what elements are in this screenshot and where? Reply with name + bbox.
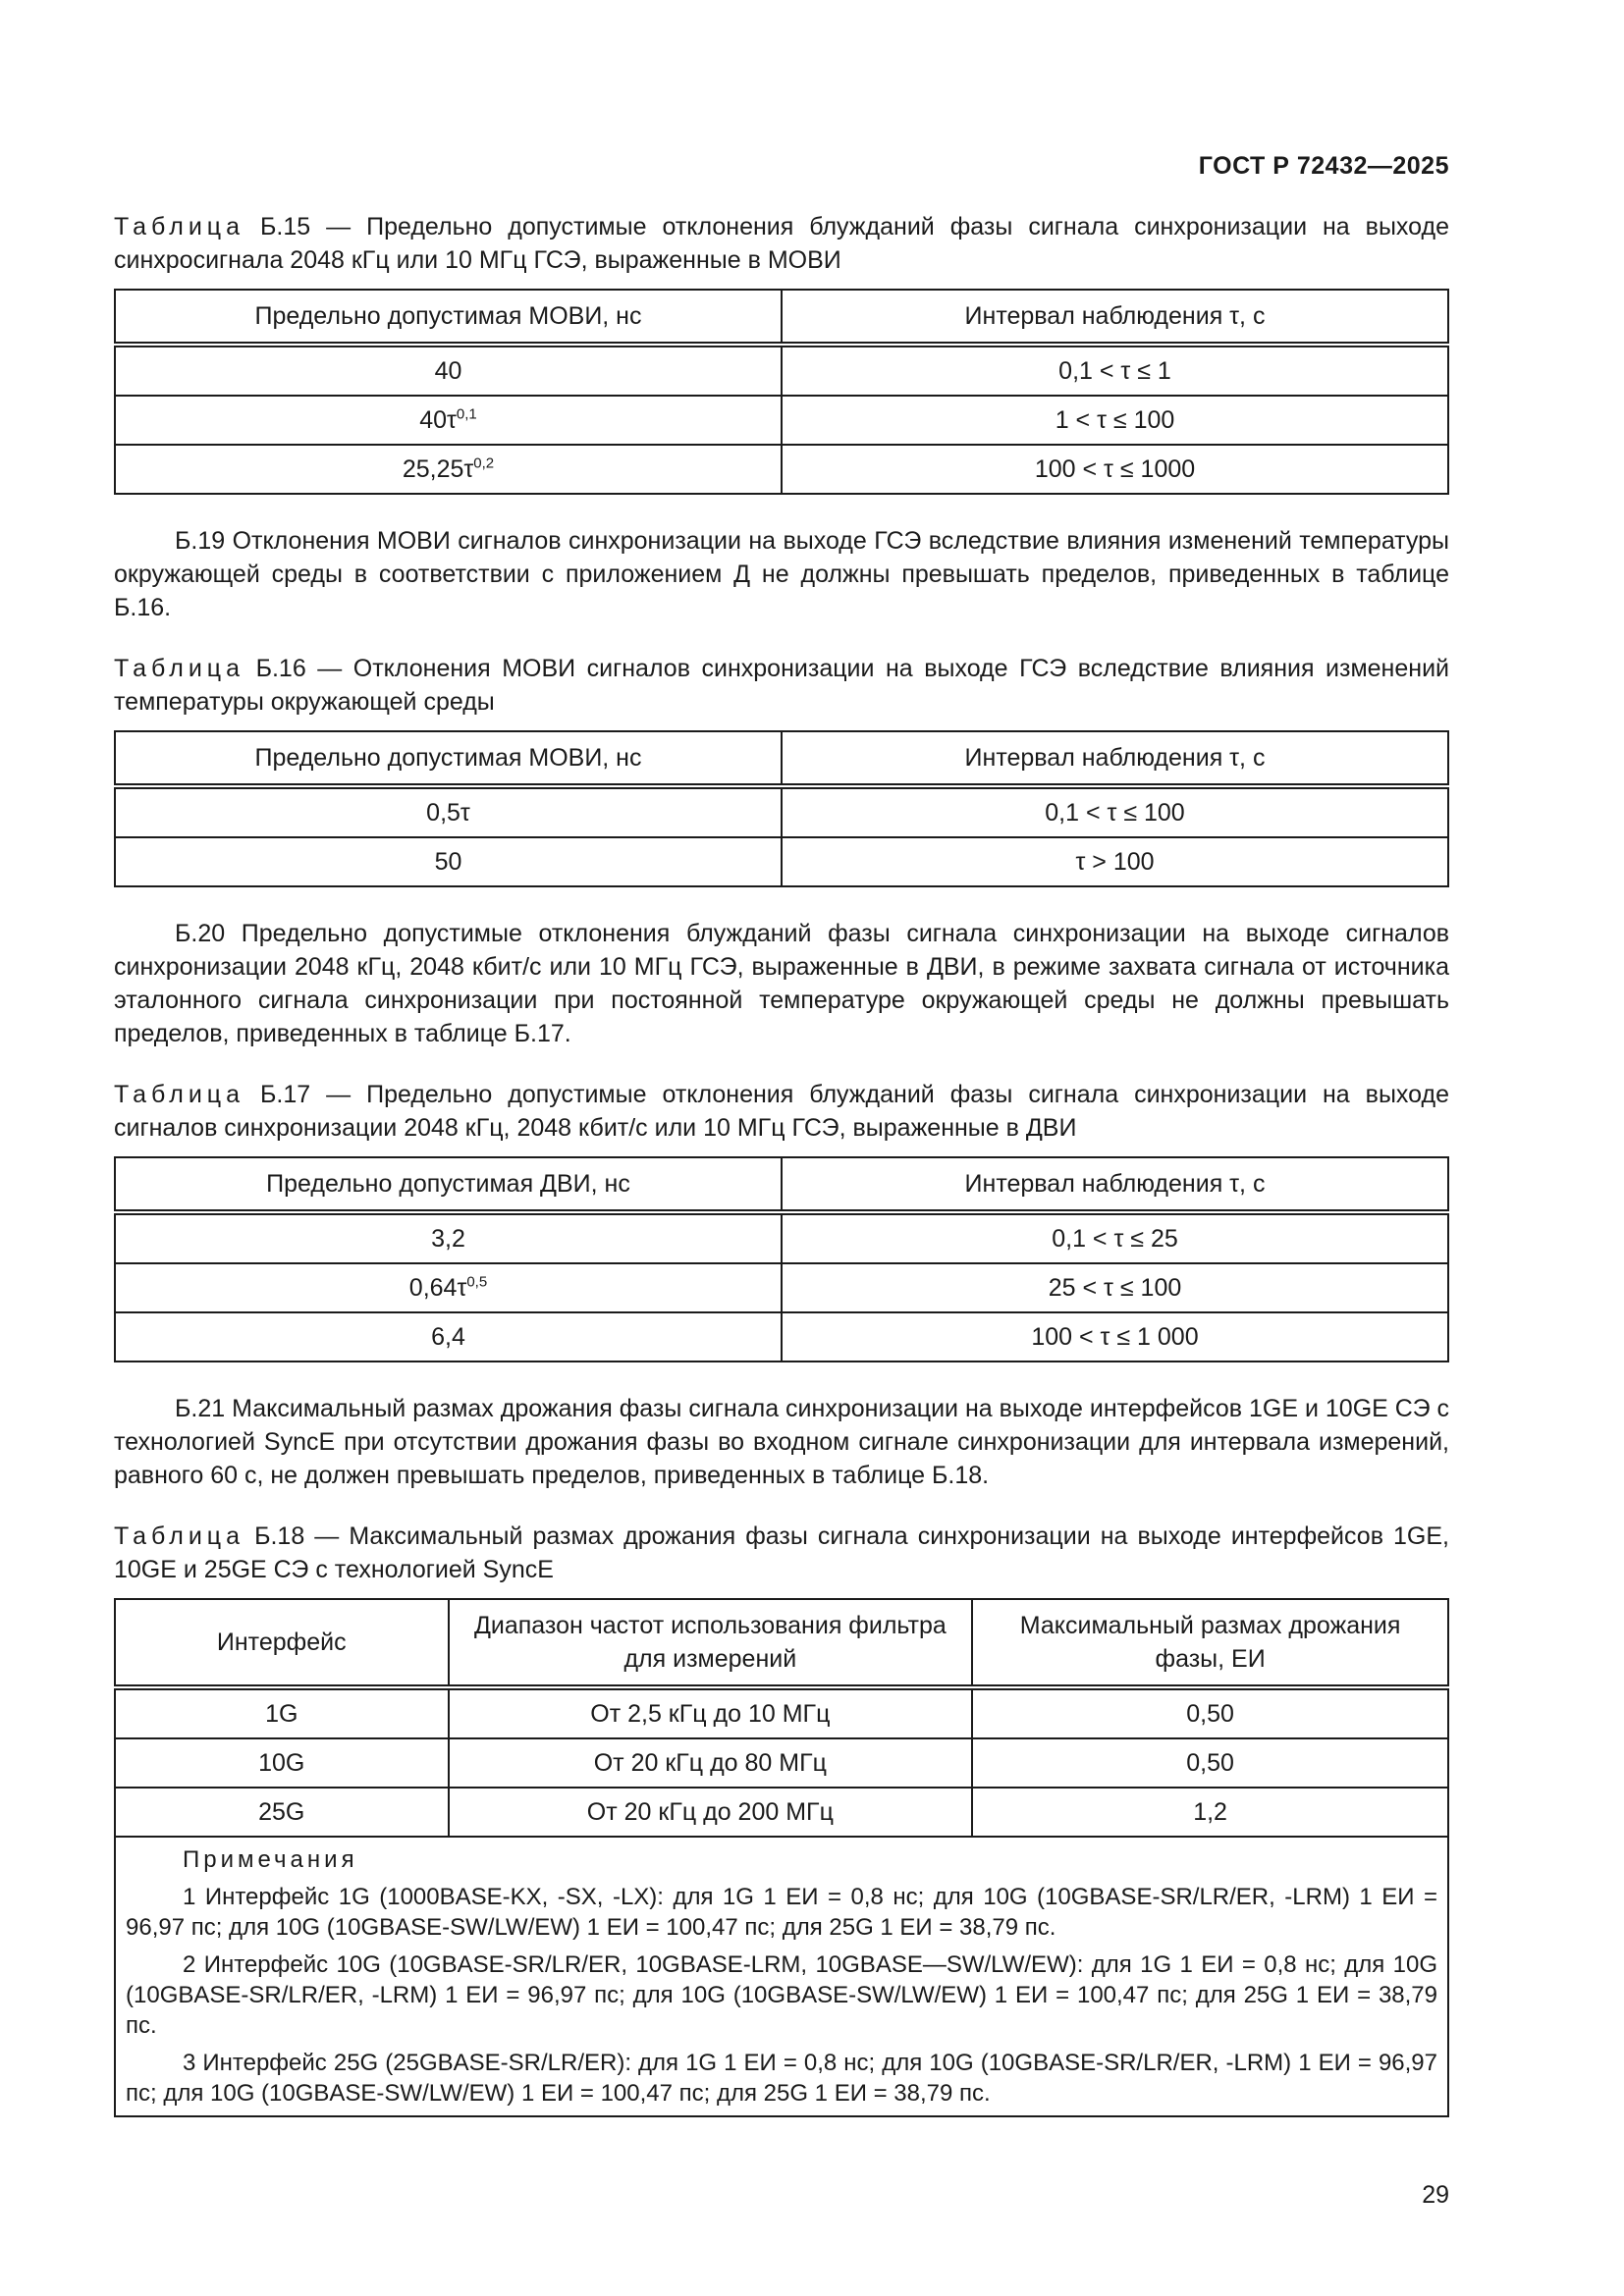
cell-limit: 40 bbox=[115, 345, 782, 396]
cell-interval: 0,1 < τ ≤ 25 bbox=[782, 1212, 1448, 1263]
caption-word: Таблица bbox=[114, 213, 245, 240]
cell-limit: $40\tau^{0,1}$ bbox=[115, 396, 782, 445]
table-row bbox=[115, 837, 1448, 886]
exponent: 0,2 bbox=[473, 454, 495, 472]
table-notes-row bbox=[115, 1837, 1448, 2116]
caption-word: Таблица bbox=[114, 655, 245, 682]
cell-interval: 25 < τ ≤ 100 bbox=[782, 1263, 1448, 1312]
exponent: 0,1 bbox=[456, 405, 477, 423]
caption-text: Б.18 — Максимальный размах дрожания фазы сигнала синхронизации на выходе интерфейсов 1GE, 10GE и 25GE СЭ с технологией SyncE bbox=[114, 1522, 1449, 1583]
clause-b21: Б.21 Максимальный размах дрожания фазы сигнала синхронизации на выходе интерфейсов 1GE и 10GE СЭ с технологией SyncE при отсутствии дрожания фазы во входном сигнале синхронизации для интервала измерений, равного 60 с, не должен превышать пределов, приведенных в таблице Б.18. bbox=[114, 1395, 1449, 1489]
table-row bbox=[115, 1687, 1448, 1738]
cell-interface: 1G bbox=[115, 1687, 449, 1738]
table-row bbox=[115, 445, 1448, 494]
table-header-row bbox=[115, 290, 1448, 345]
clause-b20: Б.20 Предельно допустимые отклонения блужданий фазы сигнала синхронизации на выходе сигналов синхронизации 2048 кГц, 2048 кбит/с или 10 МГц ГСЭ, выраженные в ДВИ, в режиме захвата сигнала от источника эталонного сигнала синхронизации при постоянной температуре окружающей среды не должны превышать пределов, приведенных в таблице Б.17. bbox=[114, 920, 1449, 1047]
table-header-row bbox=[115, 1157, 1448, 1212]
caption-word: Таблица bbox=[114, 1081, 245, 1108]
cell-interface: 10G bbox=[115, 1738, 449, 1788]
table-row bbox=[115, 1312, 1448, 1362]
cell-interval: 0,1 < τ ≤ 100 bbox=[782, 786, 1448, 837]
cell-limit: 50 bbox=[115, 837, 782, 886]
note-item-1: 1 Интерфейс 1G (1000BASE-KX, -SX, -LX): для 1G 1 ЕИ = 0,8 нс; для 10G (10GBASE-SR/LR/ER, -LRM) 1 ЕИ = 96,97 пс; для 10G (10GBASE-SW/LW/EW) 1 ЕИ = 100,47 пс; для 25G 1 ЕИ = 38,79 пс. bbox=[126, 1884, 1437, 1941]
table-row bbox=[115, 345, 1448, 396]
caption-word: Таблица bbox=[114, 1522, 245, 1550]
table-row bbox=[115, 786, 1448, 837]
caption-text: Б.16 — Отклонения МОВИ сигналов синхронизации на выходе ГСЭ вследствие влияния изменений температуры окружающей среды bbox=[114, 655, 1449, 716]
table-header-row bbox=[115, 1599, 1448, 1687]
clause-b19: Б.19 Отклонения МОВИ сигналов синхронизации на выходе ГСЭ вследствие влияния изменений температуры окружающей среды в соответствии с приложением Д не должны превышать пределов, приведенных в таблице Б.16. bbox=[114, 527, 1449, 621]
running-header: ГОСТ Р 72432—2025 bbox=[1198, 152, 1449, 180]
table-b15-caption bbox=[114, 210, 1449, 277]
cell-limit: 0,5τ bbox=[115, 786, 782, 837]
cell-filter-range: От 2,5 кГц до 10 МГц bbox=[449, 1687, 973, 1738]
table-b18 bbox=[114, 1598, 1449, 2117]
col-header-observation-interval: Интервал наблюдения τ, с bbox=[782, 290, 1448, 345]
col-header-observation-interval: Интервал наблюдения τ, с bbox=[782, 1157, 1448, 1212]
table-row bbox=[115, 1212, 1448, 1263]
exponent: 0,5 bbox=[466, 1273, 488, 1291]
cell-limit: 3,2 bbox=[115, 1212, 782, 1263]
table-b18-caption bbox=[114, 1520, 1449, 1586]
cell-interval: 100 < τ ≤ 1 000 bbox=[782, 1312, 1448, 1362]
cell-interface: 25G bbox=[115, 1788, 449, 1837]
col-header-interface: Интерфейс bbox=[115, 1599, 449, 1687]
cell-limit: 6,4 bbox=[115, 1312, 782, 1362]
table-header-row bbox=[115, 731, 1448, 786]
note-item-2: 2 Интерфейс 10G (10GBASE-SR/LR/ER, 10GBASE-LRM, 10GBASE—SW/LW/EW): для 1G 1 ЕИ = 0,8 нс; для 10G (10GBASE-SR/LR/ER, -LRM) 1 ЕИ = 96,97 пс; для 10G (10GBASE-SW/LW/EW) 1 ЕИ = 100,47 пс; для 25G 1 ЕИ = 38,79 пс. bbox=[126, 1951, 1437, 2039]
note-item-3: 3 Интерфейс 25G (25GBASE-SR/LR/ER): для 1G 1 ЕИ = 0,8 нс; для 10G (10GBASE-SR/LR/ER, -LRM) 1 ЕИ = 96,97 пс; для 10G (10GBASE-SW/LW/EW) 1 ЕИ = 100,47 пс; для 25G 1 ЕИ = 38,79 пс. bbox=[126, 2050, 1437, 2107]
cell-max-jitter: 0,50 bbox=[972, 1738, 1448, 1788]
cell-filter-range: От 20 кГц до 80 МГц bbox=[449, 1738, 973, 1788]
caption-text: Б.15 — Предельно допустимые отклонения блужданий фазы сигнала синхронизации на выходе синхросигнала 2048 кГц или 10 МГц ГСЭ, выраженные в МОВИ bbox=[114, 213, 1449, 274]
table-b16-caption bbox=[114, 652, 1449, 719]
cell-interval: 0,1 < τ ≤ 1 bbox=[782, 345, 1448, 396]
col-header-movi-limit: Предельно допустимая МОВИ, нс bbox=[115, 731, 782, 786]
table-row bbox=[115, 396, 1448, 445]
cell-max-jitter: 1,2 bbox=[972, 1788, 1448, 1837]
cell-interval: 100 < τ ≤ 1000 bbox=[782, 445, 1448, 494]
col-header-max-jitter: Максимальный размах дрожания фазы, ЕИ bbox=[972, 1599, 1448, 1687]
cell-interval: 1 < τ ≤ 100 bbox=[782, 396, 1448, 445]
table-row bbox=[115, 1788, 1448, 1837]
cell-limit: $0,64\tau^{0,5}$ bbox=[115, 1263, 782, 1312]
caption-text: Б.17 — Предельно допустимые отклонения блужданий фазы сигнала синхронизации на выходе сигналов синхронизации 2048 кГц, 2048 кбит/с или 10 МГц ГСЭ, выраженные в ДВИ bbox=[114, 1081, 1449, 1142]
cell-filter-range: От 20 кГц до 200 МГц bbox=[449, 1788, 973, 1837]
notes-label: Примечания bbox=[183, 1846, 358, 1873]
table-notes bbox=[115, 1837, 1448, 2116]
cell-max-jitter: 0,50 bbox=[972, 1687, 1448, 1738]
table-b17 bbox=[114, 1156, 1449, 1362]
table-b17-caption bbox=[114, 1078, 1449, 1145]
col-header-observation-interval: Интервал наблюдения τ, с bbox=[782, 731, 1448, 786]
page-number: 29 bbox=[1422, 2181, 1449, 2209]
cell-interval: τ > 100 bbox=[782, 837, 1448, 886]
cell-limit: $25,25\tau^{0,2}$ bbox=[115, 445, 782, 494]
col-header-movi-limit: Предельно допустимая МОВИ, нс bbox=[115, 290, 782, 345]
table-b16 bbox=[114, 730, 1449, 887]
col-header-dvi-limit: Предельно допустимая ДВИ, нс bbox=[115, 1157, 782, 1212]
table-b15 bbox=[114, 289, 1449, 495]
table-row bbox=[115, 1263, 1448, 1312]
table-row bbox=[115, 1738, 1448, 1788]
col-header-filter-range: Диапазон частот использования фильтра для измерений bbox=[449, 1599, 973, 1687]
